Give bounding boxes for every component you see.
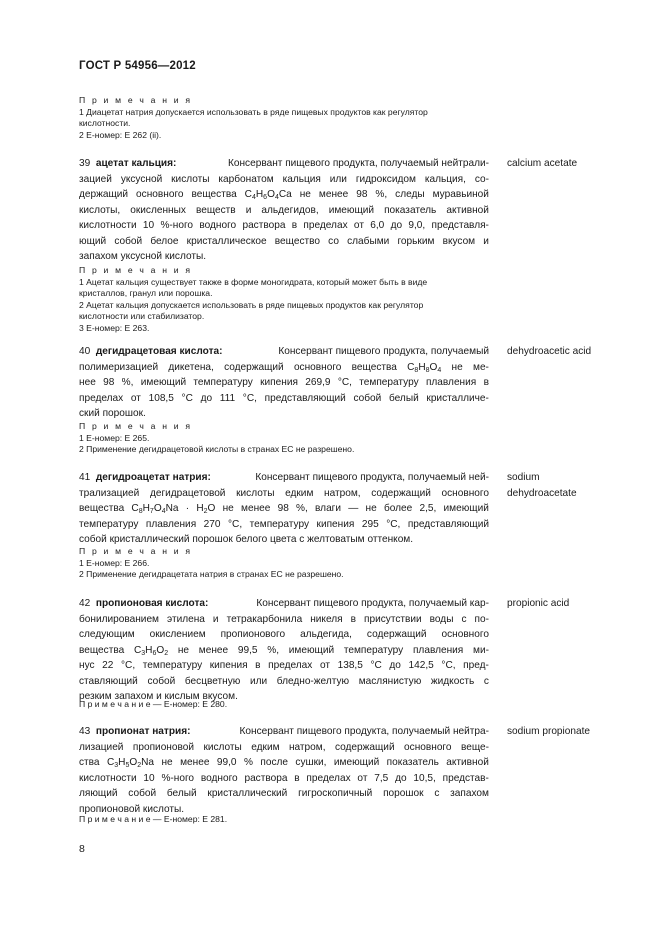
- definition-line: кислотности 10 %-ного водного раствора в пределах от 7,5 до 10,5, представ-: [79, 772, 489, 784]
- note-line: 3 Е-номер: Е 263.: [79, 322, 150, 333]
- definition-line: температуру плавления 270 °С, температуру кипения 295 °С, представляющий: [79, 518, 489, 530]
- definition-line: 42 пропионовая кислота: Консервант пищевого продукта, получаемый кар-: [79, 598, 489, 609]
- note-line: 2 Применение дегидрацетата натрия в странах ЕС не разрешено.: [79, 569, 344, 580]
- term-42-english: propionic acid: [507, 598, 570, 609]
- term-40-english: dehydroacetic acid: [507, 346, 592, 357]
- note-line: кислотности или стабилизатор.: [79, 311, 205, 322]
- definition-line: резким запахом и кислым вкусом.: [79, 691, 238, 702]
- term-41-english: sodium dehydroacetate: [507, 472, 577, 499]
- term-41-definition: [79, 470, 489, 548]
- note-line: П р и м е ч а н и е — Е-номер: Е 281.: [79, 814, 228, 824]
- term-number: 41: [79, 472, 91, 483]
- definition-line: вещества $C_3H_6O_2$ не менее 99,5 %, имеющий температуру плавления ми-: [79, 644, 489, 657]
- definition-line: пропионовой кислоты.: [79, 803, 185, 815]
- note-title: П р и м е ч а н и я: [79, 95, 193, 105]
- definition-line: полимеризацией дикетена, содержащий основного вещества $C_8H_8O_4$ не ме-: [79, 361, 489, 374]
- definition-line: вещества $C_8H_7O_4Na$ · $H_2O$ не менее 98 %, влаги — не более 2,5, имеющий: [79, 503, 489, 515]
- note-line: кислотности.: [79, 118, 131, 129]
- term-name: пропионовая кислота:: [95, 598, 209, 609]
- term-42-definition: [79, 596, 489, 705]
- definition-line: бонилированием этилена и тетракарбонила никеля в присутствии воды с по-: [79, 613, 489, 625]
- definition-line: 41 дегидроацетат натрия: Консервант пищевого продукта, получаемый ней-: [79, 472, 489, 483]
- definition-line: ляющий собой белый кристаллический гигроскопичный порошок с запахом: [79, 788, 489, 799]
- definition-line: лизацией пропионовой кислоты едким натром, содержащий основного веще-: [79, 741, 489, 753]
- term-number: 42: [79, 598, 91, 609]
- term-number: 40: [79, 346, 91, 357]
- definition-line: кислотности 10 %-ного водного раствора в пределах от 6,0 до 9,0, представля-: [79, 220, 489, 231]
- term-42-note: [79, 699, 489, 711]
- definition-line: трализацией дегидрацетовой кислоты едким натром, содержащий основного: [79, 487, 489, 499]
- note-line: 1 Е-номер: Е 265.: [79, 432, 150, 443]
- definition-line: пределах от 108,5 °С до 111 °С, представляющий собой белый кристалличе-: [79, 392, 489, 404]
- note-line: 1 Е-номер: Е 266.: [79, 557, 150, 568]
- term-41-notes: [79, 546, 489, 581]
- term-name: дегидроацетат натрия:: [95, 472, 211, 483]
- definition-line: держащий основного вещества $C_4H_6O_4Ca$ не менее 98 %, следы муравьиной: [79, 189, 489, 201]
- definition-line: ский порошок.: [79, 408, 146, 419]
- term-43-english: sodium propionate: [507, 726, 591, 737]
- note-title: П р и м е ч а н и я: [79, 421, 193, 431]
- definition-line: собой кристаллический порошок белого цвета с желтоватым оттенком.: [79, 534, 414, 545]
- term-40-notes: [79, 421, 489, 456]
- note-line: 1 Ацетат кальция существует также в форме моногидрата, который может быть в виде: [79, 276, 428, 287]
- note-line: 2 Е-номер: Е 262 (ii).: [79, 129, 162, 140]
- term-39-notes: [79, 265, 489, 335]
- note-line: П р и м е ч а н и е — Е-номер: Е 280.: [79, 699, 228, 709]
- term-name: дегидрацетовая кислота:: [95, 346, 223, 357]
- note-line: 2 Применение дегидрацетовой кислоты в странах ЕС не разрешено.: [79, 444, 355, 455]
- definition-line: кислоты, окисленных веществ и альдегидов, имеющий показатель активной: [79, 204, 489, 216]
- document-header: ГОСТ Р 54956—2012: [79, 60, 196, 72]
- definition-line: нее 98 %, имеющий температуру кипения 269,9 °С, температуру плавления в: [79, 377, 489, 388]
- note-line: 1 Диацетат натрия допускается использовать в ряде пищевых продуктов как регулятор: [79, 106, 428, 117]
- term-name: ацетат кальция:: [95, 158, 177, 169]
- definition-line: следующим окислением пропионового альдегида, содержащий основного: [79, 629, 489, 640]
- note-line: 2 Ацетат кальция допускается использовать в ряде пищевых продуктов как регулятор: [79, 299, 424, 310]
- definition-line: 39 ацетат кальция: Консервант пищевого продукта, получаемый нейтрали-: [79, 158, 489, 169]
- note-title: П р и м е ч а н и я: [79, 265, 193, 275]
- note-title: П р и м е ч а н и я: [79, 546, 193, 556]
- definition-line: нус 22 °С, температуру кипения в пределах от 138,5 °С до 142,5 °С, пред-: [79, 660, 489, 671]
- definition-line: ющий собой белое кристаллическое вещество со слабыми горьким вкусом и: [79, 235, 489, 247]
- term-number: 39: [79, 158, 91, 169]
- term-40-definition: [79, 344, 489, 422]
- term-39-definition: [79, 156, 489, 265]
- definition-line: 43 пропионат натрия: Консервант пищевого продукта, получаемый нейтра-: [79, 726, 489, 737]
- page-number: 8: [79, 843, 85, 855]
- definition-line: 40 дегидрацетовая кислота: Консервант пищевого продукта, получаемый: [79, 346, 489, 357]
- note-line: кристаллов, гранул или порошка.: [79, 288, 213, 299]
- definition-line: запахом уксусной кислоты.: [79, 251, 207, 262]
- term-name: пропионат натрия:: [95, 726, 191, 737]
- term-43-definition: [79, 724, 489, 817]
- term-number: 43: [79, 726, 91, 737]
- definition-line: ставляющий собой бесцветную или бледно-желтую маслянистую жидкость с: [79, 675, 489, 687]
- note-block-top: [79, 95, 489, 141]
- definition-line: ства $C_3H_5O_2Na$ не менее 99,0 % после сушки, имеющий показатель активной: [79, 757, 489, 769]
- term-43-note: [79, 814, 489, 826]
- definition-line: зацией уксусной кислоты карбонатом кальция или гидроксидом кальция, со-: [79, 173, 489, 185]
- term-39-english: calcium acetate: [507, 158, 578, 169]
